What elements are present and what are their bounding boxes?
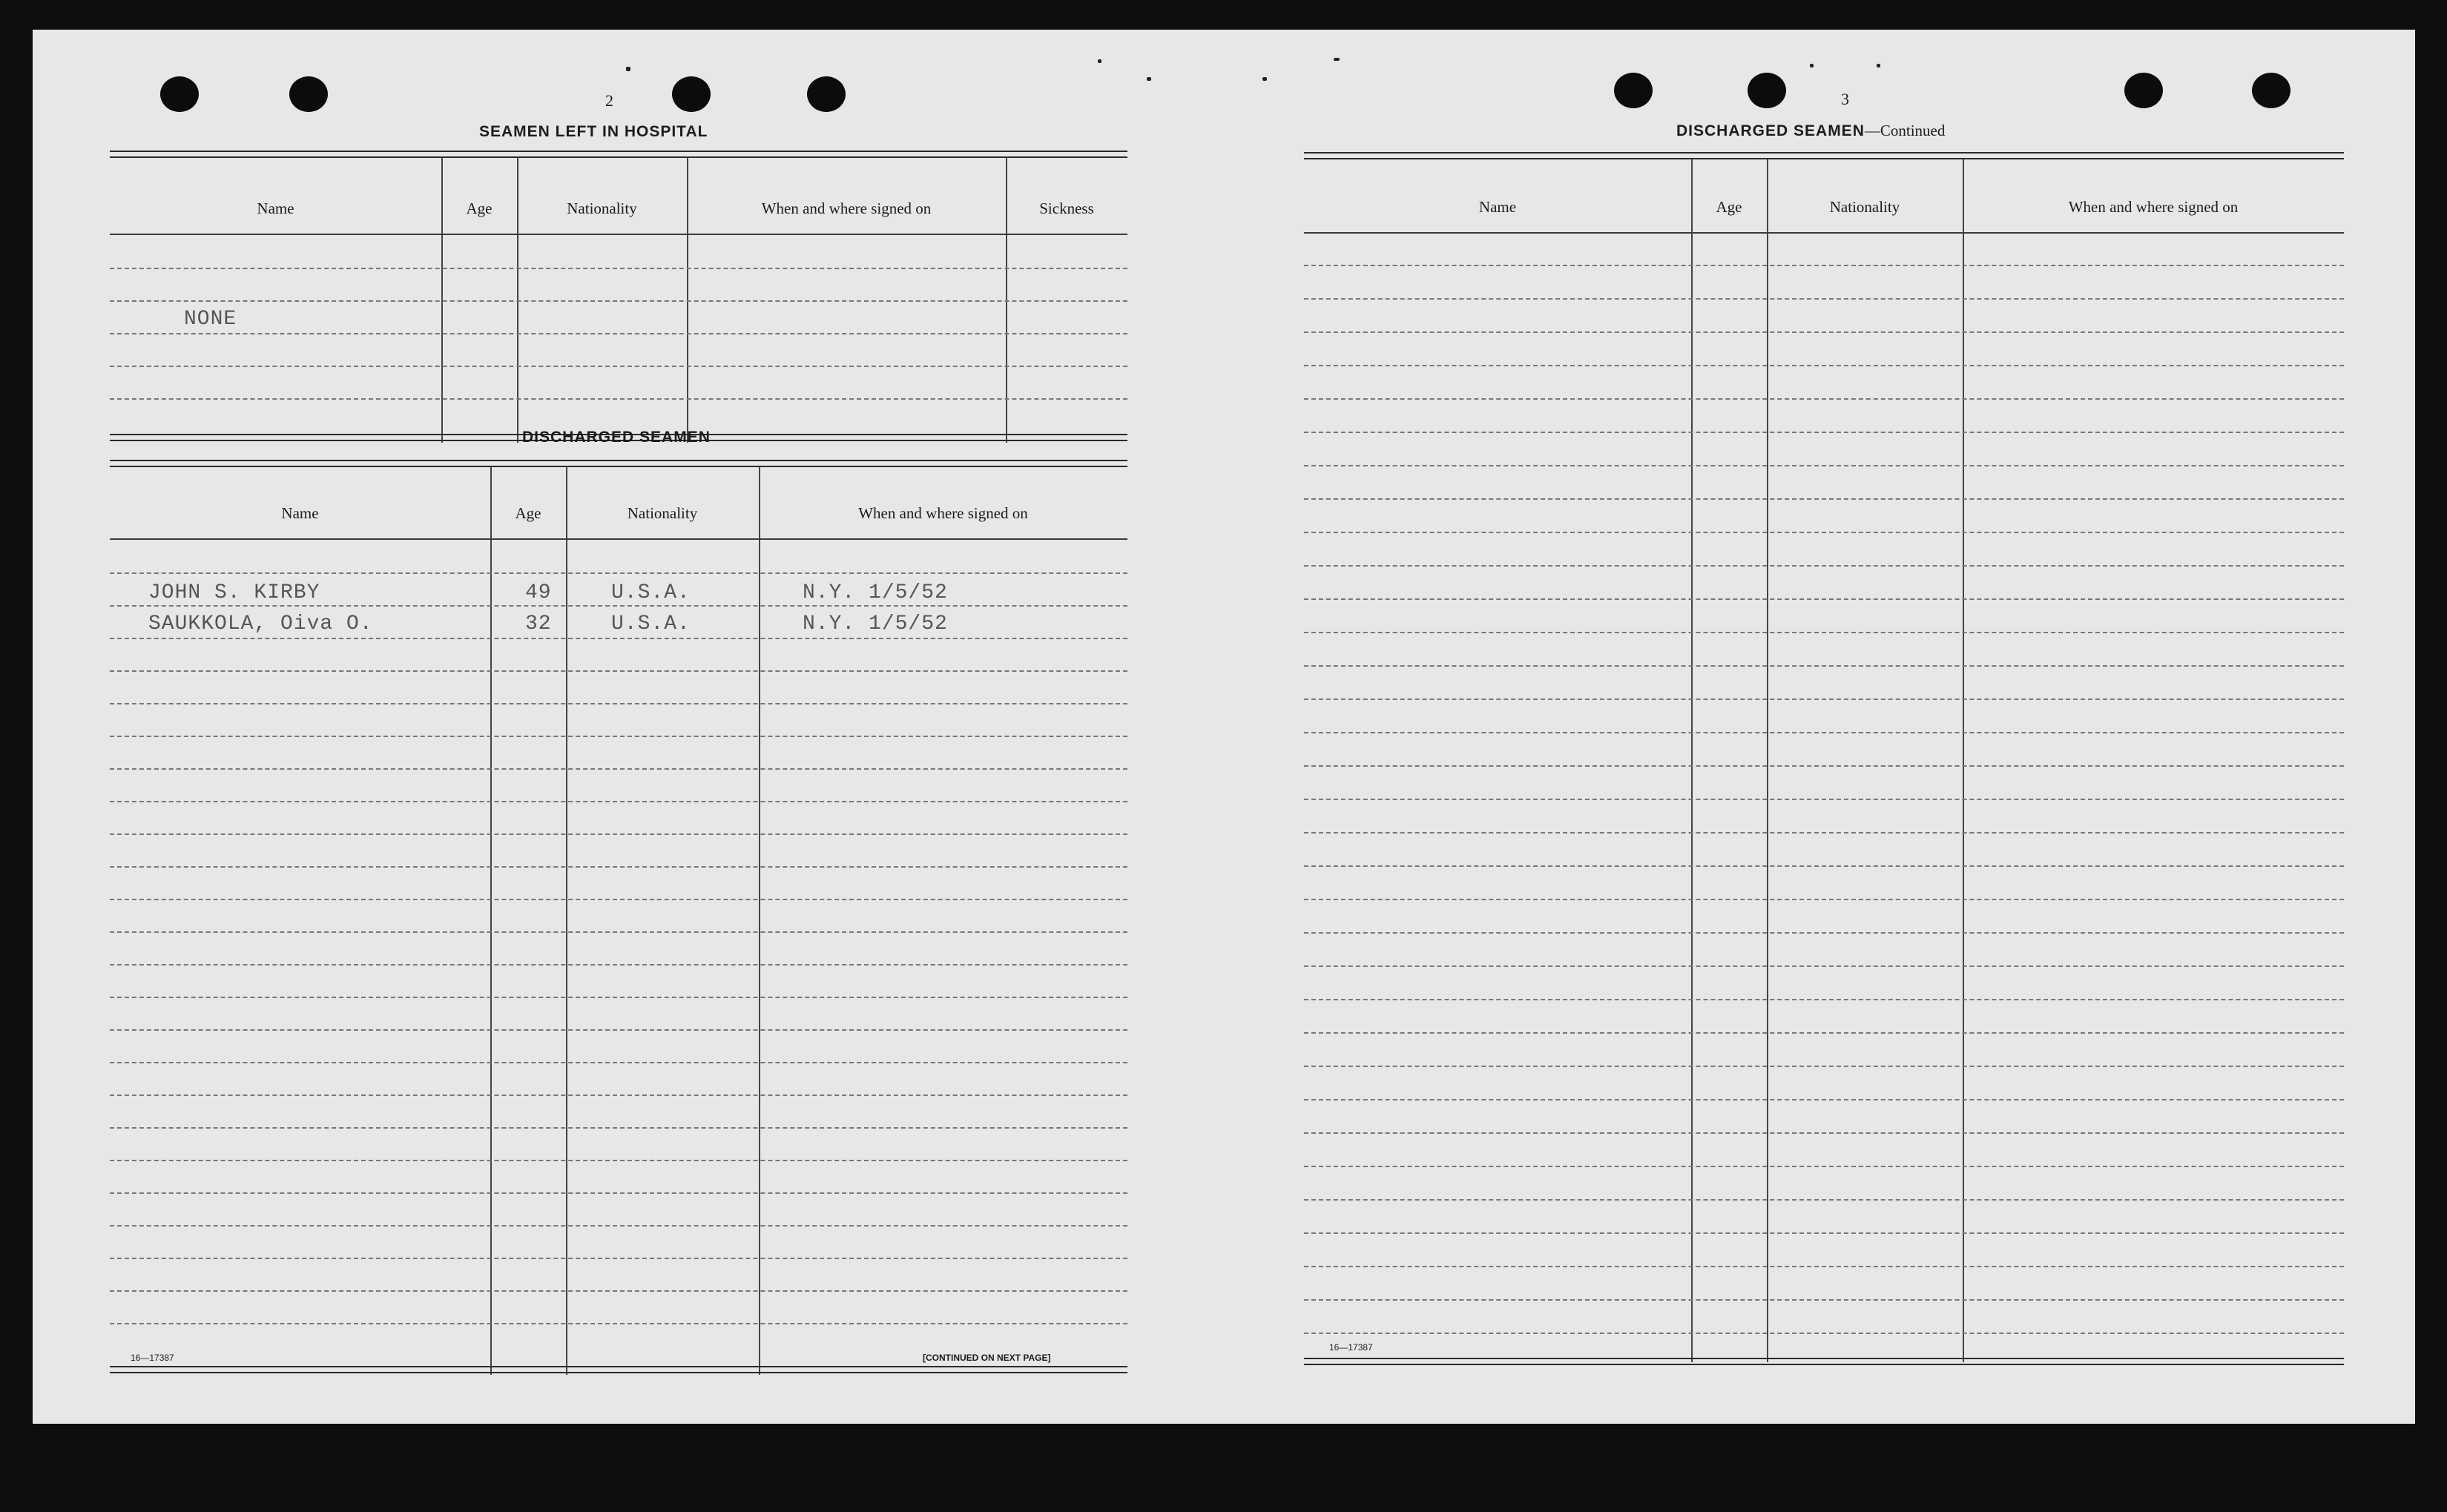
document-sheet xyxy=(33,30,2415,1424)
speck xyxy=(1147,77,1151,81)
row-rule xyxy=(110,768,1127,770)
speck xyxy=(1877,64,1880,67)
continued-note: [CONTINUED ON NEXT PAGE] xyxy=(923,1353,1051,1363)
row-rule xyxy=(1304,465,2344,466)
table-top-rule xyxy=(110,151,1127,158)
row-rule xyxy=(1304,398,2344,400)
punch-hole xyxy=(672,76,711,112)
speck xyxy=(1334,58,1340,61)
row-rule xyxy=(110,366,1127,367)
right-form-number: 16—17387 xyxy=(1329,1342,1373,1353)
row-rule xyxy=(1304,1132,2344,1134)
row-rule xyxy=(1304,865,2344,867)
row-rule xyxy=(110,333,1127,334)
speck xyxy=(1098,59,1101,63)
row-rule xyxy=(110,1160,1127,1161)
column-divider xyxy=(1963,159,1964,1362)
row-rule xyxy=(1304,999,2344,1000)
seaman-age: 32 xyxy=(525,613,552,635)
hospital-entry: NONE xyxy=(184,308,237,331)
row-rule xyxy=(1304,331,2344,333)
row-rule xyxy=(1304,1199,2344,1201)
column-header-nationality: Nationality xyxy=(567,199,637,217)
row-rule xyxy=(1304,565,2344,567)
speck xyxy=(1262,77,1267,81)
seaman-name: SAUKKOLA, Oiva O. xyxy=(148,613,373,635)
row-rule xyxy=(110,398,1127,400)
column-header-name: Name xyxy=(1478,198,1517,216)
speck xyxy=(1810,64,1814,67)
column-header-name: Name xyxy=(257,199,294,217)
row-rule xyxy=(1304,498,2344,500)
row-rule xyxy=(1304,1066,2344,1067)
row-rule xyxy=(110,997,1127,998)
row-rule xyxy=(1304,365,2344,366)
header-underline xyxy=(1304,232,2344,234)
row-rule xyxy=(1304,899,2344,900)
right-page-number: 3 xyxy=(1841,90,1849,108)
row-rule xyxy=(110,572,1127,574)
row-rule xyxy=(110,670,1127,672)
table-bottom-rule xyxy=(1304,1358,2344,1365)
row-rule xyxy=(110,1127,1127,1129)
row-rule xyxy=(1304,699,2344,700)
punch-hole xyxy=(807,76,846,112)
row-rule xyxy=(1304,1166,2344,1167)
discharged-title: DISCHARGED SEAMEN xyxy=(522,429,711,446)
table-top-rule xyxy=(1304,152,2344,159)
speck xyxy=(626,67,630,71)
row-rule xyxy=(1304,265,2344,266)
column-header-signed-on: When and where signed on xyxy=(761,199,932,217)
column-divider xyxy=(1767,159,1768,1362)
column-header-sickness: Sickness xyxy=(1039,199,1094,217)
punch-hole xyxy=(1614,73,1653,108)
column-header-name: Name xyxy=(281,504,319,522)
row-rule xyxy=(110,1258,1127,1259)
row-rule xyxy=(110,899,1127,900)
row-rule xyxy=(1304,1232,2344,1234)
table-top-rule xyxy=(110,460,1127,467)
row-rule xyxy=(1304,1099,2344,1100)
row-rule xyxy=(1304,1333,2344,1334)
punch-hole xyxy=(2124,73,2163,108)
row-rule xyxy=(1304,665,2344,667)
column-divider xyxy=(566,467,567,1375)
table-bottom-rule xyxy=(110,1366,1127,1373)
row-rule xyxy=(110,605,1127,607)
row-rule xyxy=(1304,965,2344,967)
row-rule xyxy=(110,1062,1127,1063)
seaman-nationality: U.S.A. xyxy=(611,613,691,635)
row-rule xyxy=(1304,632,2344,633)
punch-hole xyxy=(289,76,328,112)
discharged-table-left xyxy=(110,460,1127,1375)
row-rule xyxy=(1304,1032,2344,1034)
row-rule xyxy=(110,801,1127,802)
discharged-table-right xyxy=(1304,152,2344,1368)
header-underline xyxy=(110,234,1127,235)
column-divider xyxy=(759,467,760,1375)
right-discharged-title xyxy=(1676,122,1945,140)
row-rule xyxy=(110,268,1127,269)
left-page-number: 2 xyxy=(605,91,613,110)
row-rule xyxy=(110,1192,1127,1194)
column-header-signed-on: When and where signed on xyxy=(2068,198,2239,216)
row-rule xyxy=(110,931,1127,933)
hospital-table xyxy=(110,151,1127,443)
row-rule xyxy=(1304,298,2344,300)
row-rule xyxy=(1304,932,2344,934)
row-rule xyxy=(1304,532,2344,533)
seaman-signed-on: N.Y. 1/5/52 xyxy=(803,613,948,635)
punch-hole xyxy=(2252,73,2290,108)
row-rule xyxy=(110,866,1127,868)
row-rule xyxy=(1304,765,2344,767)
seaman-age: 49 xyxy=(525,581,552,604)
row-rule xyxy=(1304,732,2344,733)
seaman-signed-on: N.Y. 1/5/52 xyxy=(803,581,948,604)
hospital-title: SEAMEN LEFT IN HOSPITAL xyxy=(479,123,708,140)
row-rule xyxy=(110,833,1127,835)
row-rule xyxy=(110,964,1127,965)
seaman-name: JOHN S. KIRBY xyxy=(148,581,320,604)
column-header-age: Age xyxy=(466,199,493,217)
left-form-number: 16—17387 xyxy=(131,1353,174,1363)
column-divider xyxy=(1691,159,1693,1362)
row-rule xyxy=(1304,598,2344,600)
row-rule xyxy=(110,1323,1127,1324)
row-rule xyxy=(110,736,1127,737)
row-rule xyxy=(110,703,1127,704)
row-rule xyxy=(110,1225,1127,1227)
right-title-main: DISCHARGED SEAMEN xyxy=(1676,122,1865,139)
column-header-nationality: Nationality xyxy=(1829,198,1900,216)
column-header-age: Age xyxy=(515,504,541,522)
row-rule xyxy=(1304,832,2344,833)
column-header-signed-on: When and where signed on xyxy=(858,504,1028,522)
row-rule xyxy=(1304,799,2344,800)
row-rule xyxy=(110,1029,1127,1031)
row-rule xyxy=(1304,1266,2344,1267)
row-rule xyxy=(110,300,1127,302)
header-underline xyxy=(110,538,1127,540)
right-title-suffix: —Continued xyxy=(1864,122,1946,139)
seaman-nationality: U.S.A. xyxy=(611,581,691,604)
row-rule xyxy=(110,638,1127,639)
row-rule xyxy=(110,1290,1127,1292)
column-header-nationality: Nationality xyxy=(627,504,698,522)
punch-hole xyxy=(1748,73,1786,108)
row-rule xyxy=(1304,1299,2344,1301)
column-header-age: Age xyxy=(1716,198,1742,216)
row-rule xyxy=(110,1095,1127,1096)
column-divider xyxy=(490,467,492,1375)
punch-hole xyxy=(160,76,199,112)
row-rule xyxy=(1304,432,2344,433)
